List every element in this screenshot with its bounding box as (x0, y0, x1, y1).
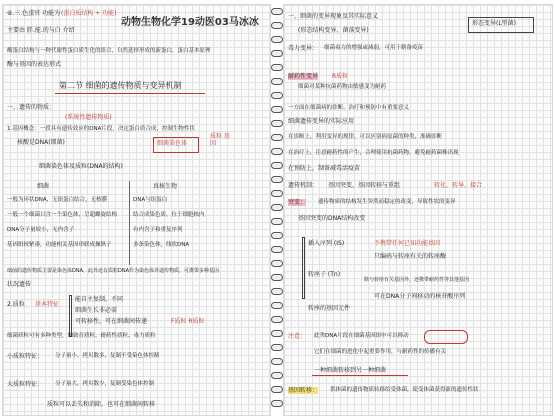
plasmid-red-label: 基本特征 (35, 301, 60, 308)
right-line-5: 细菌遗传变异的实际应用 (288, 118, 355, 125)
binding-ring (271, 22, 283, 29)
table-row-1-a: 一般为环状DNA，无组蛋白结合，无核膜 (7, 197, 108, 203)
large-plasmid-label: 大质粒特征： (7, 381, 44, 388)
right-line-14: 除与转座有关基因外，还携带耐药性等其他基因 (364, 277, 470, 283)
binding-ring (271, 50, 283, 57)
right-line-12-red: 不携带任何已知功能基因 (374, 240, 441, 247)
note-line-1: ⑥.三.色蛋官 功能为 (7, 10, 61, 17)
subheading-1: 一、遗传的物质： (7, 104, 56, 111)
right-line-13: 只编码与转座有关的转座酶 (374, 253, 447, 260)
right-line-1b: (形态结构变异、菌落变异) (298, 27, 369, 34)
binding-ring (271, 64, 283, 71)
plasmid-point-3-red: F质粒 R质粒 (171, 318, 205, 325)
right-line-19: 一种细菌转移到另一种细菌 (314, 367, 387, 374)
right-line-6: 在诊断上，利用变异的规律，可以区别病原菌的种类，准确诊断 (288, 134, 443, 140)
binding-ring (271, 330, 283, 337)
box-note-1: 细菌染色体 (157, 140, 188, 147)
binding-ring (271, 176, 283, 183)
left-notebook-page (2, 4, 271, 416)
page-title: 动物生物化学19动医03马冰冰 (121, 17, 259, 28)
right-oval (424, 330, 468, 344)
table-row-1-b: DNA与组蛋白 (133, 197, 168, 203)
binding-ring (271, 288, 283, 295)
binding-ring (271, 36, 283, 43)
binding-ring (271, 358, 283, 365)
right-line-1: 一、细菌的变异现象及其实际意义 (288, 13, 379, 20)
plasmid-point-3: 可转移性，可在细菌间传递 (75, 318, 148, 325)
right-line-4: 一方面在细菌病的诊断、治疗和预防中有重要意义 (288, 105, 410, 111)
right-line-17: 此类DNA片段在细菌基因组中可以移动 (314, 333, 409, 339)
table-row-6-a: 状况遗传 (7, 281, 32, 288)
right-line-20-label: 基因转移： (288, 387, 319, 394)
table-row-3-b: 有内含子和重复序列 (133, 227, 183, 233)
right-line-10: 遗传物质的结构发生突然而稳定的改变，导致性状的变异 (318, 199, 456, 205)
binding-ring (271, 372, 283, 379)
binding-ring (271, 400, 283, 407)
right-line-3-label: 耐药性变异 (288, 73, 319, 80)
binding-ring (271, 246, 283, 253)
box-note-2: 质粒 基因 (210, 133, 230, 147)
plasmid-point-2: 细菌生长非必需 (75, 307, 118, 314)
small-plasmid-text: 分子量小，拷贝数多，复制不受染色体控制 (55, 353, 160, 359)
binding-ring (271, 8, 283, 15)
subheading-1-note: (系统性遗传物质) (65, 114, 112, 121)
right-line-15: 可在DNA分子间移动的核苷酸序列 (374, 293, 466, 300)
binding-ring (271, 260, 283, 267)
binding-ring (271, 92, 283, 99)
right-box-text: 形态变异(L型菌) (472, 20, 517, 27)
heading-underline (55, 93, 205, 94)
binding-ring (271, 204, 283, 211)
table-row-5-a: 细菌的遗传物质主要是染色体DNA，此外还有质粒DNA作为染色体外遗传物质，可携带多种基因 (7, 268, 220, 274)
binding-ring (271, 120, 283, 127)
table-row-2-a: 一般一个细菌只含一个染色体，呈超螺旋结构 (7, 212, 118, 218)
right-line-14-label: 转座子 (Tn) (308, 271, 341, 278)
note-line-4: 酶与基因的表达形式 (7, 61, 62, 68)
section-heading: 第二节 细菌的遗传物质与变异机制 (59, 81, 182, 90)
right-line-3b: 细菌对某种抗菌药物由敏感变为耐药 (298, 84, 387, 90)
right-line-9-label: 遗传机制： (288, 182, 319, 189)
right-line-9-red: 转化、转导、接合 (434, 182, 483, 189)
plasmid-point-4: 细菌质粒可有多种类型，如致育质粒、耐药性质粒、毒力质粒 (7, 333, 156, 339)
right-line-7: 在治疗上，注意耐药性的产生，合理使用抗菌药物，避免耐药菌株出现 (288, 150, 459, 156)
plasmid-point-1: 能自主复制，不同 (75, 296, 124, 303)
table-col-b: 真核生物 (153, 183, 178, 190)
binding-ring (271, 274, 283, 281)
item-1b: 核酸是DNA(细菌) (17, 139, 65, 146)
table-row-2-b: 结合成染色质，位于细胞核内 (133, 212, 205, 218)
right-line-11: 基因突变的DNA结构改变 (298, 215, 366, 222)
right-line-8: 在预防上，制备减毒活疫苗 (288, 165, 361, 172)
large-plasmid-text: 分子量大，拷贝数少，复制受染色体控制 (55, 381, 155, 387)
binding-ring (271, 218, 283, 225)
right-line-10-label: 突变： (288, 199, 307, 206)
binding-ring (271, 134, 283, 141)
right-line-18: 它们在细菌的进化中起重要作用，与耐药性的传播有关 (314, 349, 447, 355)
table-row-4-b: 多条染色体，线状DNA (133, 242, 190, 248)
plasmid-point-7: 质粒可以丢失和消除，也可在细菌间转移 (47, 401, 156, 408)
right-line-20: 供体菌的遗传物质转移给受体菌，使受体菌获得新的遗传性状 (330, 387, 479, 393)
note-line-2: 主要由 胖.能.的与白 介绍 (7, 27, 75, 34)
right-line-3-red: R质粒 (332, 73, 349, 80)
right-underline (312, 375, 408, 376)
item-2: 细菌染色体及质粒(DNA的结构) (39, 163, 123, 170)
right-line-9: 基因突变、基因转移与重组 (328, 182, 401, 189)
table-row-3-a: DNA分子量较小，无内含子 (7, 227, 75, 233)
right-line-2: 细菌毒力的增强或减弱，可用于制备疫苗 (324, 45, 424, 51)
binding-ring (271, 148, 283, 155)
brace-line (69, 295, 72, 337)
right-brace-line (302, 237, 305, 299)
right-line-16: 转座的基因元件 (308, 305, 351, 312)
right-line-17-label: 注意： (288, 333, 307, 340)
table-col-a: 细菌 (37, 183, 50, 190)
binding-ring (271, 190, 283, 197)
item-1: 1.基因概念：一段具有遗传效应的DNA片段，决定蛋白质合成，控制生物性状 (7, 126, 195, 132)
table-divider (129, 181, 130, 265)
binding-ring (271, 344, 283, 351)
right-line-12-label: 插入序列 (IS) (308, 240, 345, 247)
right-line-2-label: 毒力变异： (288, 45, 319, 52)
note-line-1-tag: (蛋白质结构 + 功能) (61, 10, 117, 17)
binding-ring (271, 386, 283, 393)
binding-ring (271, 162, 283, 169)
binding-ring (271, 232, 283, 239)
small-plasmid-label: 小质粒特征： (7, 353, 44, 360)
spiral-binding (269, 0, 283, 419)
right-notebook-page (283, 4, 553, 416)
binding-ring (271, 316, 283, 323)
binding-ring (271, 78, 283, 85)
note-line-3: 酶蛋白结构与一种代谢性蛋白质生化的组合，自然选择形成的新蛋白，蛋白基本原理 (7, 48, 211, 54)
plasmid-label: 2.质粒 (7, 301, 25, 308)
binding-ring (271, 302, 283, 309)
table-row-4-a: 基因组较紧凑，功能相关基因串联成操纵子 (7, 242, 112, 248)
binding-ring (271, 106, 283, 113)
